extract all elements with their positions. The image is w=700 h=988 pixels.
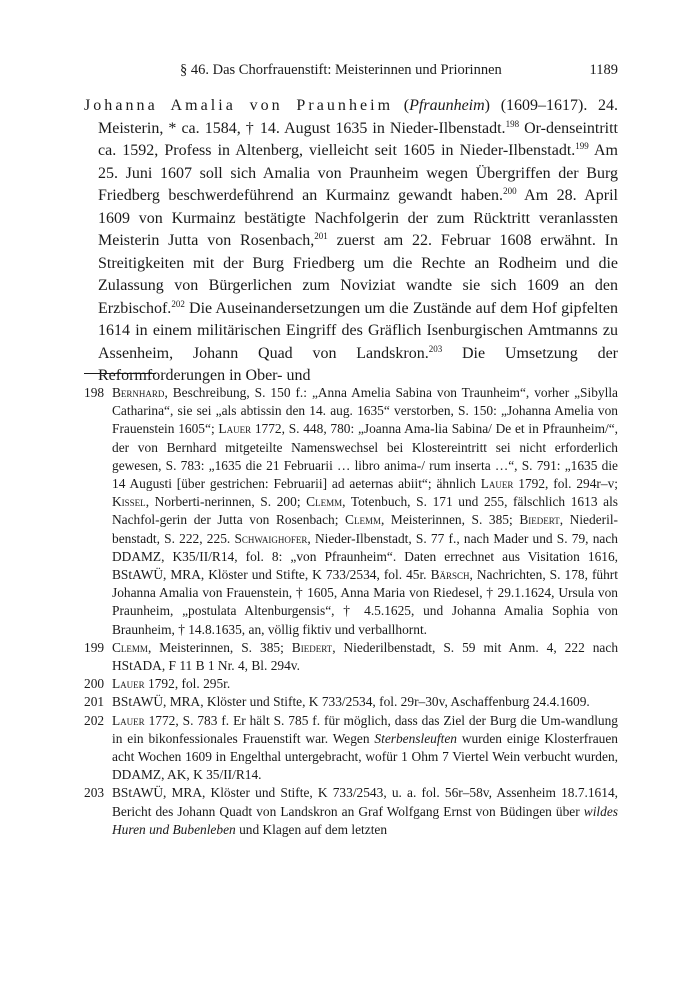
- running-header: [84, 62, 618, 82]
- footnote-fragment: , Niederil-benstadt, S. 222, 225.: [112, 512, 618, 546]
- entry-years: (1609–1617).: [500, 97, 588, 114]
- biography-entry: Johanna Amalia von Praunheim (Pfraunheim) (1609–1617). 24. Meisterin, * ca. 1584, † 14. August 1635 in Nieder-Ilbenstadt.$^{198}$ Or-denseintritt ca. 1592, Profess in Altenberg, vielleicht seit 1605 in Nieder-Ilbenstadt.$^{199}$ Am 25. Juni 1607 soll sich Amalia von Praunheim wegen Übergriffen der Burg Friedberg beschwerdeführend an Kurmainz gewandt haben.$^{200}$ Am 28. April 1609 von Kurmainz bestätigte Nachfolgerin der zum Rücktritt veranlassten Meisterin Jutta von Rosenbach,$^{201}$ zuerst am 22. Februar 1608 erwähnt. In Streitigkeiten mit der Burg Friedberg um die Rechte an Rodheim und die Zulassung von Bürgerlichen zum Noviziat wandte sie sich 1609 an den Erzbischof.$^{202}$ Die Auseinandersetzungen um die Zustände auf dem Hof gipfelten 1614 in einem militärischen Eingriff des Gräflich Isenburgischen Amtmanns zu Assenheim, Johann Quad von Landskron.$^{203}$ Die Umsetzung der Reformforderungen in Ober- und: [84, 97, 619, 384]
- footnote-200: [84, 675, 618, 693]
- entry-text: zuerst am 22. Februar 1608 erwähnt. In Streitigkeiten mit der Burg Friedberg um die Rechte an Rodheim und die Zulassung von Bürgerlichen zum Noviziat wandte sie sich 1609 an den Erzbischof.: [98, 232, 618, 317]
- footnote-ref-201[interactable]: 201: [314, 231, 328, 241]
- footnote-fragment: 1792, fol. 295r.: [144, 676, 231, 692]
- footnote-fragment: , Beschreibung, S. 150 f.: „Anna Amelia Sabina von Traunheim“, vorher „Sibylla Catharina“, sie sei „als abtissin den 14. aug. 1635“ verstorben, S. 150: „Johanna Amelia von Frauenstein 1605“;: [112, 385, 618, 437]
- footnote-fragment: , Nieder-Ilbenstadt, S. 77 f., nach Mader und S. 79, nach DDAMZ, K35/II/R14, fol. 8: „von Pfraunheim“. Daten errechnet aus Visitation 1616, BStAWÜ, MRA, Klöster und Stifte, K 733/2534, fol. 45r.: [112, 530, 619, 583]
- author-name: Biedert: [291, 639, 333, 655]
- author-name: Biedert: [519, 512, 560, 528]
- footnote-fragment: , Meisterinnen, S. 385;: [380, 512, 520, 528]
- author-name: Schwaighofer: [234, 530, 308, 546]
- footnote-fragment: , Nachrichten, S. 178, führt Johanna Amalia von Frauenstein, † 1605, Anna Maria von Riedesel, † 29.1.1624, Ursula von Praunheim, „postulata Altenburgensis“, † 4.5.1625, und Johanna Amalia Sophia von Braunheim, † 14.8.1635, an, völlig fiktiv und verballhornt.: [112, 567, 618, 637]
- running-header-title: § 46. Das Chorfrauenstift: Meisterinnen und Priorinnen: [180, 62, 502, 78]
- quoted-term: Sterbensleuften: [374, 730, 457, 746]
- footnote-number: 199: [84, 639, 105, 655]
- footnote-number: 201: [84, 694, 105, 710]
- author-name: Lauer: [218, 421, 252, 437]
- footnote-ref-199[interactable]: 199: [575, 141, 589, 151]
- footnote-number: 202: [84, 712, 105, 728]
- footnote-text: [112, 784, 618, 839]
- footnote-fragment: 1772, S. 783 f. Er hält S. 785 f. für möglich, dass das Ziel der Burg die Um-wandlung in ein bikonfessionales Frauenstift war. Wegen: [112, 712, 618, 746]
- footnote-number: 200: [84, 676, 105, 692]
- footnote-text: [112, 384, 618, 639]
- footnote-198: [84, 384, 618, 639]
- entry-name: Johanna Amalia von Praunheim: [84, 97, 394, 114]
- footnote-fragment: BStAWÜ, MRA, Klöster und Stifte, K 733/2543, u. a. fol. 56r–58v, Assenheim 18.7.1614, Bericht des Johann Quadt von Landskron an Graf Wolfgang Ernst von Büdingen über: [112, 785, 618, 819]
- entry-text: Or-denseintritt ca. 1592, Profess in Altenberg, vielleicht seit 1605 in Nieder-Ilbenstadt.: [98, 119, 618, 159]
- page-number: 1189: [589, 62, 618, 78]
- footnote-text: [112, 675, 618, 693]
- footnote-fragment: , Norberti-nerinnen, S. 200;: [145, 494, 307, 510]
- footnote-ref-200[interactable]: 200: [503, 186, 517, 196]
- main-text: [84, 95, 618, 388]
- footnote-separator: [84, 373, 156, 374]
- author-name: Kissel: [112, 494, 146, 510]
- footnote-199: [84, 639, 618, 675]
- entry-text: Die Umsetzung der Reformforderungen in Ober- und: [98, 344, 618, 384]
- author-name: Lauer: [112, 676, 145, 692]
- footnote-text: [112, 639, 618, 675]
- footnote-fragment: 1772, S. 448, 780: „Joanna Ama-lia Sabina/ De et in Pfraunheim/“, der von Bernhard mitgeteilte Namenswechsel bei Klostereintritt sei nicht erforderlich gewesen, S. 783: „1635 die 21 Februarii … libro anima-/ rum inserta …“, S. 791: „1635 die 14 Augusti [über gestrichen: Februarii] ad aeternas abiit“; ähnlich: [112, 421, 618, 492]
- quoted-term: wildes Huren und Bubenleben: [112, 803, 618, 837]
- footnotes: [84, 384, 618, 839]
- footnote-fragment: 1792, fol. 294r–v;: [513, 476, 618, 492]
- entry-text: 24. Meisterin, * ca. 1584, † 14. August 1635 in Nieder-Ilbenstadt.: [98, 97, 619, 137]
- entry-text: Die Auseinandersetzungen um die Zustände auf dem Hof gipfelten 1614 in einem militärischen Eingriff des Gräflich Isenburgischen Amtmanns zu Assenheim, Johann Quad von Landskron.: [98, 299, 618, 362]
- author-name: Bernhard: [112, 385, 165, 400]
- author-name: Clemm: [112, 639, 148, 655]
- footnote-text: [112, 712, 618, 785]
- footnote-fragment: , Totenbuch, S. 171 und 255, fälschlich 1613 als Nachfol-gerin der Jutta von Rosenbach;: [112, 494, 619, 528]
- footnote-number: 203: [84, 785, 105, 801]
- author-name: Clemm: [306, 494, 343, 510]
- footnote-fragment: und Klagen auf dem letzten: [235, 821, 388, 837]
- footnote-fragment: wurden einige Klosterfrauen acht Wochen 1609 in Engelthal untergebracht, wofür 1 Ohm 7 Viertel Wein verbucht wurden, DDAMZ, AK, K 35/II/R14.: [112, 730, 618, 783]
- footnote-ref-202[interactable]: 202: [171, 298, 185, 309]
- author-name: Bärsch: [430, 567, 470, 583]
- footnote-number: 198: [84, 385, 105, 400]
- footnote-ref-203[interactable]: 203: [428, 343, 443, 354]
- entry-name-variant: Pfraunheim: [409, 97, 485, 114]
- footnote-fragment: , Niederilbenstadt, S. 59 mit Anm. 4, 222 nach HStADA, F 11 B 1 Nr. 4, Bl. 294v.: [112, 639, 619, 674]
- footnote-203: [84, 784, 618, 839]
- footnote-202: [84, 712, 618, 785]
- footnote-fragment: , Meisterinnen, S. 385;: [147, 639, 292, 655]
- footnote-text: BStAWÜ, MRA, Klöster und Stifte, K 733/2534, fol. 29r–30v, Aschaffenburg 24.4.1609.: [112, 694, 590, 710]
- author-name: Lauer: [480, 476, 514, 492]
- entry-text: Am 25. Juni 1607 soll sich Amalia von Praunheim wegen Übergriffen der Burg Friedberg beschwerdeführend an Kurmainz gewandt haben.: [98, 142, 618, 204]
- entry-text: Am 28. April 1609 von Kurmainz bestätigte Nachfolgerin der zum Rücktritt veranlassten Meisterin Jutta von Rosenbach,: [98, 187, 618, 249]
- footnote-ref-198[interactable]: 198: [505, 118, 520, 129]
- author-name: Lauer: [112, 712, 145, 728]
- author-name: Clemm: [345, 512, 381, 528]
- footnote-201: [84, 693, 618, 711]
